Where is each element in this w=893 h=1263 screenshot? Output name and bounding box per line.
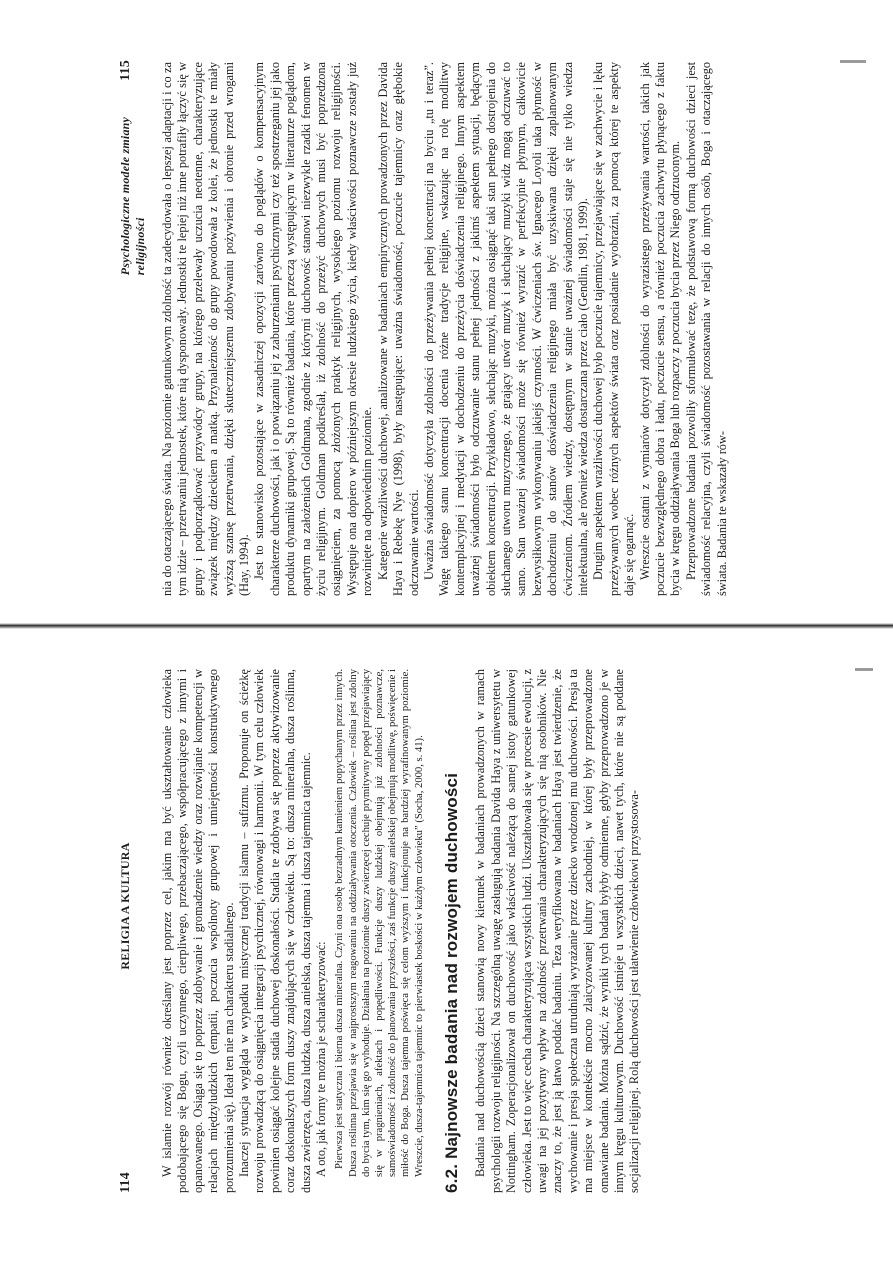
scan-artifact [840,60,866,63]
paragraph: Inaczej sytuacja wygląda w wypadku mistycznej tradycji islamu – sufizmu. Proponuje on ścieżkę rozwoju prowadzącą do osiągnięcia integracji psychicznej, równowagi i harmonii. W tym celu człowiek powinien osiągać kolejne stadia duchowej doskonałości. Stadia te zdobywa się poprzez aktywizowanie coraz doskonalszych form duszy znajdujących się w człowieku. Są to: dusza mineralna, dusza roślinna, dusza zwierzęca, dusza ludzka, dusza anielska, dusza tajemna i dusza tajemnica tajemnic. [237,669,313,1193]
paragraph: W islamie rozwój również określany jest poprzez cel, jakim ma być ukształtowanie człowieka podobającego się Bogu, czyli uczynnego, cierpliwego, przebaczającego, współpracującego z innymi i opanowanego. Osiąga się to poprzez zdobywanie i gromadzenie wiedzy oraz rozwijanie kompetencji w relacjach międzyludzkich (empatii, poczucia wspólnoty grupowej i umiejętności konstruktywnego porozumienia się). Ideał ten nie ma charakteru stadialnego. [160,669,236,1193]
left-page [0,643,893,1263]
paragraph: Kategorie wrażliwości duchowej, analizowane w badaniach empirycznych prowadzonych przez Davida Haya i Rebekę Nye (1998), były następujące: uważna świadomość, poczucie tajemnicy oraz głębokie odczuwanie wartości. [375,62,421,596]
paragraph: Uważna świadomość dotyczyła zdolności do przeżywania pełnej koncentracji na byciu „tu i teraz”. Wagę takiego stanu koncentracji docenia różne tradycje religijne, wskazując na rolę modlitwy kontemplacyjnej i medytacji w dochodzeniu do przeżycia doświadczenia religijnego. Innym aspektem uważnej świadomości było odczuwanie stanu pełnej jedności z jakimś aspektem sytuacji, będącym obiektem koncentracji. Przykładowo, słuchając muzyki, można osiągnąć taki stan pełnego dostrojenia do słuchanego utworu muzycznego, że grający utwór muzyk i słuchający muzyki widz mogą odczuwać to samo. Stan uważnej świadomości może się również wyrazić w perfekcyjnie płynnym, całkowicie bezwysiłkowym wykonywaniu jakiejś czynności. W ćwiczeniach św. Ignacego Loyoli taka płynność w dochodzeniu do stanów doświadczenia religijnego miała być uzyskiwana dzięki zaplanowanym ćwiczeniom. Źródłem wiedzy, dostępnym w stanie uważnej świadomości staje się nie tylko wiedza intelektualna, ale również wiedza dostarczana przez ciało (Gendlin, 1981, 1999). [421,62,590,596]
right-page [0,0,893,618]
paragraph: Drugim aspektem wrażliwości duchowej było poczucie tajemnicy, przejawiające się w zachwycie i lęku przeżywanych wobec różnych aspektów świata oraz posiadanie wyobraźni, za pomocą której te aspekty daje się ogarnąć. [591,62,637,596]
paragraph: Wreszcie ostatni z wymiarów dotyczył zdolności do wyrazistego przeżywania wartości, takich jak poczucie bezwzględnego dobra i ładu, poczucie sensu, a również poczucia zachwytu płynącego z faktu bycia w kręgu oddziaływania Boga lub rozpaczy z poczucia bycia przez Niego odrzuconym. [637,62,683,596]
left-running-title: RELIGIA A KULTURA [118,842,132,970]
block-quote: Pierwsza jest statyczna i bierna dusza mineralna. Czyni ona osobę bezradnym kamieniem popychanym przez innych. Dusza roślinna przejawia się w najprostszym reagowaniu na oddziaływania otoczenia. Człowiek – roślina jest zdolny do bycia tym, kim się go wyhoduje. Działania na poziomie duszy zwierzęcej cechuje prymitywny popęd przejawiający się w pragnieniach, afektach i popędliwości. Funkcje duszy ludzkiej obejmują już zdolności poznawcze, samoświadomość i zdolność do planowania przyszłości, zaś funkcje duszy anielskiej obejmują modlitwę, poświęcenie i miłość do Boga. Dusza tajemna poświęca się celom wyższym i funkcjonuje na bardziej wyrafinowanym poziomie. Wreszcie, dusza-tajemnica tajemnic to pierwiastek boskości w każdym człowieku” (Socha, 2000, s. 41). [334,669,425,1177]
paragraph: A oto, jak formy te można je scharakteryzować: [314,941,329,1177]
paragraph: nia do otaczającego świata. Na poziomie gatunkowym zdolność ta zadecydowała o lepszej adaptacji i co za tym idzie – przetrwaniu jednostek, które nią dysponowały. Jednostki te lepiej niż inne potrafiły łączyć się w grupy i podporządkować przywódcy grupy, na którego przelewały uczucia neotenne, charakteryzujące związek między dzieckiem a matką. Przynależność do grupy powodowała z kolei, że jednostki te miały wyższą szansę przetrwania, dzięki skuteczniejszemu zdobywaniu pożywienia i obronie przed wrogami (Hay, 1994). [160,62,252,596]
paragraph: Badania nad duchowością dzieci stanowią nowy kierunek w badaniach prowadzonych w ramach psychologii rozwoju religijności. Na szczególną uwagę zasługują badania Davida Haya z uniwersytetu w Nottingham. Zoperacjonalizował on duchowość jako właściwość należącą do samej istoty gatunkowej człowieka. Jest to więc cecha charakteryzująca wszystkich ludzi. Ukształtowała się w procesie ewolucji, z uwagi na jej pozytywny wpływ na zdolność przetrwania charakteryzujących się nią osobników. Nie znaczy to, że jest ją łatwo poddać badaniu. Teza weryfikowana w badaniach Haya jest twierdzenie, że wychowanie i presja społeczna utrudniają wyrażanie przez dziecko wrodzonej mu duchowości. Presja ta ma miejsce w kontekście mocno zlaicyzowanej kultury zachodniej, w której były przeprowadzone omawiane badania. Można sądzić, że wyniki tych badań byłyby odmienne, gdyby przeprowadzono je w innym kręgu kulturowym. Duchowość istnieje u wszystkich dzieci, nawet tych, które nie są poddane socjalizacji religijnej. Rolą duchowości jest ułatwienie człowiekowi przystosowa- [473,669,642,1193]
right-running-title: Psychologiczne modele zmiany religijności [118,116,147,276]
paragraph: Przeprowadzone badania pozwoliły sformułować tezę, że podstawową formą duchowości dzieci jest świadomość relacyjna, czyli świadomość pozostawania w relacji do innych osób, Boga i otaczającego świata. Badania te wskazały rów- [683,62,729,596]
book-gutter [0,623,893,629]
right-text-column [160,62,730,596]
left-text-column [160,669,643,1193]
right-page-number: 115 [118,60,133,81]
scan-artifact [855,668,873,671]
section-heading: 6.2. Najnowsze badania nad rozwojem duchowości [441,772,461,1193]
paragraph: Jest to stanowisko pozostające w zasadniczej opozycji zarówno do poglądów o kompensacyjnym charakterze duchowości, jak i o powiązaniu jej z zaburzeniami psychicznymi czy też spostrzeganiu jej jako produktu dynamiki grupowej. Są to również badania, które przeczą występującym w literaturze poglądom, opartym na założeniach Goldmana, zgodnie z którymi duchowość stanowi niezwykle rzadki fenomen w życiu religijnym. Goldman podkreślał, iż zdolność do przeżyć duchowych musi być poprzedzona osiągnięciem, za pomocą złożonych praktyk religijnych, wysokiego poziomu rozwoju religijności. Występuje ona dopiero w późniejszym okresie ludzkiego życia, kiedy właściwości poznawcze zostały już rozwinięte na odpowiednim poziomie. [252,62,375,596]
left-page-number: 114 [118,1172,133,1193]
